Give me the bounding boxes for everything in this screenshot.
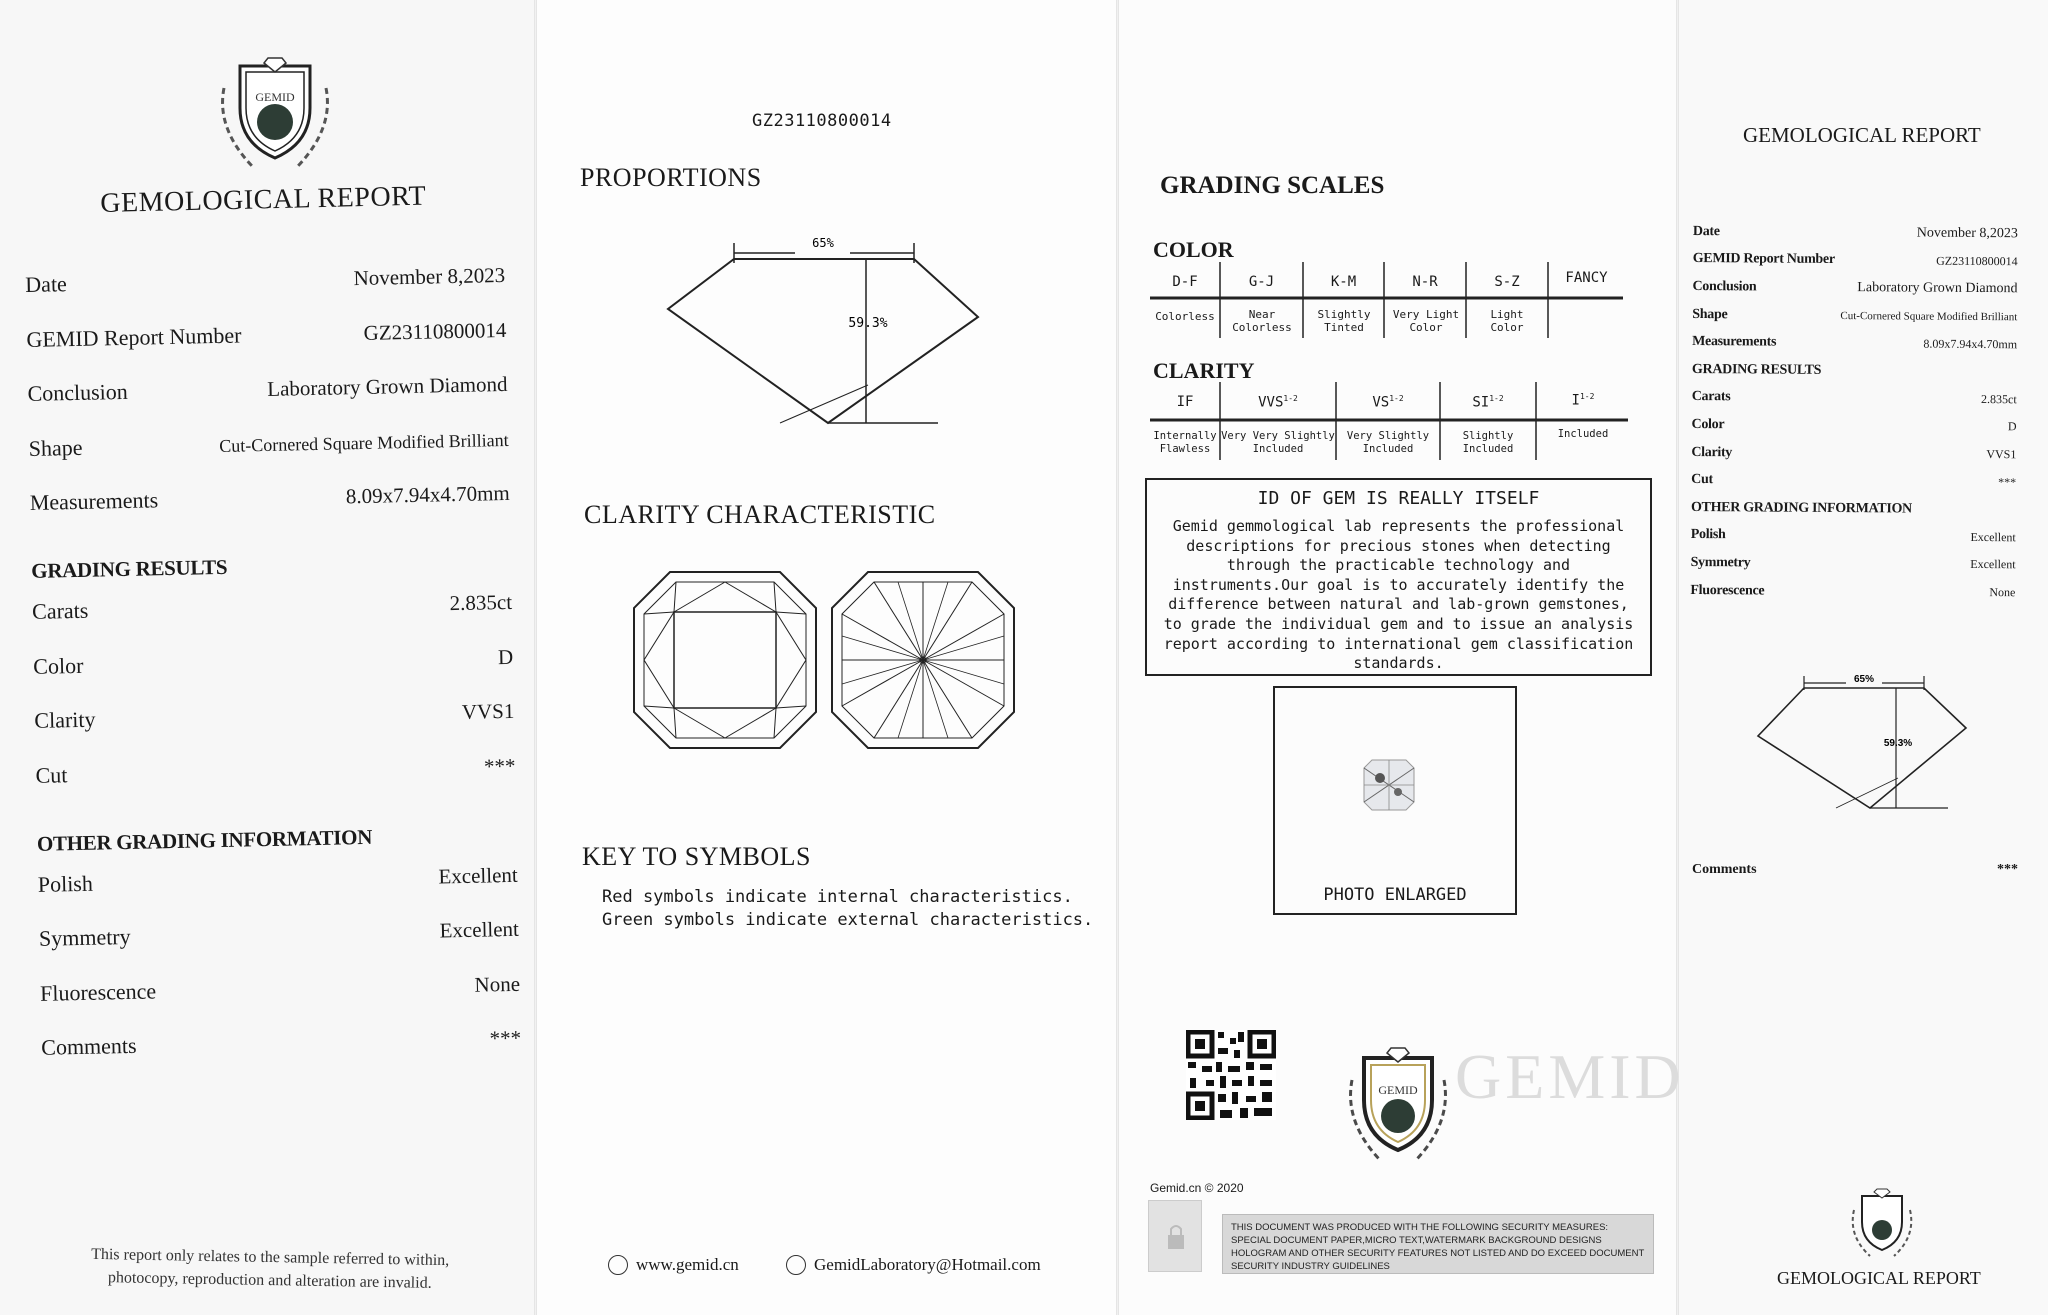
clarity-grade-code: VS$^{1-2}$ bbox=[1372, 394, 1404, 411]
detail-row-fluorescence: Fluorescence None bbox=[39, 971, 521, 1006]
proportions-heading: PROPORTIONS bbox=[580, 163, 762, 192]
key-to-symbols-heading: KEY TO SYMBOLS bbox=[582, 842, 812, 871]
detail-row-shape: Shape Cut-Cornered Square Modified Brilliant bbox=[28, 429, 509, 461]
summary-row-measurements: Measurements 8.09x7.94x4.70mm bbox=[1692, 334, 2018, 351]
report-summary-panel bbox=[1677, 0, 2048, 1315]
color-grade-code: FANCY bbox=[1565, 270, 1608, 286]
summary-details-list bbox=[1690, 218, 2018, 607]
proportions-diagram bbox=[660, 235, 980, 430]
detail-row-conclusion: Conclusion Laboratory Grown Diamond bbox=[27, 371, 508, 406]
detail-row-symmetry: Symmetry Excellent bbox=[38, 916, 520, 951]
report-title: GEMOLOGICAL REPORT bbox=[100, 180, 427, 219]
qr-code-icon[interactable] bbox=[1186, 1030, 1276, 1120]
photo-frame bbox=[1273, 686, 1517, 915]
clarity-grade-desc: Very Very Slightly Included bbox=[1221, 430, 1335, 455]
color-grade-desc: Near Colorless bbox=[1232, 308, 1292, 334]
summary-row-clarity: Clarity VVS1 bbox=[1691, 444, 2017, 462]
summary-grading-results-heading: GRADING RESULTS bbox=[1691, 361, 1822, 378]
svg-text:59.3%: 59.3% bbox=[1883, 738, 1913, 749]
photo-caption: PHOTO ENLARGED bbox=[1323, 885, 1467, 905]
summary-row-fluorescence: Fluorescence None bbox=[1690, 582, 2016, 600]
summary-row-shape: Shape Cut-Cornered Square Modified Brilliant bbox=[1692, 306, 2018, 323]
summary-shield-logo-icon bbox=[1846, 1186, 1918, 1262]
hologram-lock-icon bbox=[1148, 1200, 1202, 1272]
grading-scales-heading: GRADING SCALES bbox=[1160, 172, 1385, 199]
detail-row-report-number: GEMID Report Number GZ23110800014 bbox=[26, 317, 507, 352]
color-grade-code: K-M bbox=[1330, 274, 1357, 290]
detail-row-date: Date November 8,2023 bbox=[25, 262, 506, 297]
clarity-grades bbox=[1150, 388, 1630, 462]
svg-text:59.3%: 59.3% bbox=[848, 316, 888, 331]
svg-text:GEMID: GEMID bbox=[255, 90, 295, 104]
detail-row-clarity: Clarity VVS1 bbox=[34, 698, 515, 733]
color-scale-heading: COLOR bbox=[1153, 237, 1234, 262]
gemid-seal-logo-icon bbox=[1340, 1040, 1456, 1170]
crown-view-diagram bbox=[630, 568, 820, 753]
disclaimer: This report only relates to the sample referred to within, photocopy, reproduction and alteration are invalid. bbox=[91, 1245, 450, 1292]
summary-row-date: Date November 8,2023 bbox=[1692, 223, 2018, 242]
clarity-characteristic-heading: CLARITY CHARACTERISTIC bbox=[584, 500, 936, 529]
color-grade-code: G-J bbox=[1248, 274, 1275, 290]
summary-row-color: Color D bbox=[1691, 416, 2017, 434]
diamond-photo bbox=[1362, 758, 1416, 812]
svg-text:65%: 65% bbox=[1853, 674, 1875, 685]
summary-title: GEMOLOGICAL REPORT bbox=[1743, 123, 1981, 147]
clarity-grade-desc: Internally Flawless bbox=[1153, 430, 1217, 455]
about-statement-box bbox=[1145, 478, 1652, 676]
clarity-grade-code: SI$^{1-2}$ bbox=[1472, 394, 1504, 411]
color-grade-desc: Very Light Color bbox=[1392, 308, 1460, 334]
report-details-list bbox=[25, 262, 522, 1089]
color-grade-desc: Slightly Tinted bbox=[1317, 308, 1371, 334]
summary-row-polish: Polish Excellent bbox=[1690, 527, 2016, 545]
detail-row-cut: Cut *** bbox=[35, 753, 516, 788]
summary-row-comments: Comments *** bbox=[1692, 862, 2018, 877]
color-grade-code: D-F bbox=[1172, 274, 1198, 290]
about-statement-title: ID OF GEM IS REALLY ITSELF bbox=[1257, 488, 1540, 509]
summary-row-cut: Cut *** bbox=[1691, 472, 2017, 489]
clarity-grade-code: VVS$^{1-2}$ bbox=[1258, 394, 1298, 411]
summary-proportions-diagram bbox=[1754, 670, 1974, 812]
grading-results-heading: GRADING RESULTS bbox=[31, 555, 228, 584]
clarity-grade-desc: Included bbox=[1557, 428, 1609, 440]
summary-row-carats: Carats 2.835ct bbox=[1691, 389, 2017, 407]
summary-row-symmetry: Symmetry Excellent bbox=[1690, 554, 2016, 572]
report-number-header: GZ23110800014 bbox=[752, 111, 892, 131]
key-to-symbols-text: Red symbols indicate internal characteristics. Green symbols indicate external characteristics. bbox=[602, 887, 1094, 930]
color-grade-desc: Colorless bbox=[1155, 310, 1215, 323]
color-grade-code: N-R bbox=[1412, 274, 1438, 290]
fold-line bbox=[1676, 0, 1679, 1315]
proportions-panel bbox=[535, 0, 1117, 1315]
clarity-scale-heading: CLARITY bbox=[1153, 358, 1255, 383]
fold-line bbox=[534, 0, 537, 1315]
svg-text:65%: 65% bbox=[812, 236, 834, 250]
summary-row-report-number: GEMID Report Number GZ23110800014 bbox=[1692, 251, 2018, 269]
other-grading-heading: OTHER GRADING INFORMATION bbox=[36, 824, 373, 856]
pavilion-view-diagram bbox=[828, 568, 1018, 753]
summary-row-conclusion: Conclusion Laboratory Grown Diamond bbox=[1692, 278, 2018, 297]
detail-row-comments: Comments *** bbox=[40, 1025, 522, 1060]
mail-icon bbox=[786, 1255, 806, 1275]
about-statement-body: Gemid gemmological lab represents the professional descriptions for precious stones when detecting through the practicable technology and instruments.Our goal is to accurately identify the difference between natural and lab-grown gemstones, to grade the individual gem and to issue an analysis report according to international gem classification standards. bbox=[1163, 517, 1634, 673]
summary-other-grading-heading: OTHER GRADING INFORMATION bbox=[1690, 499, 1912, 517]
detail-row-polish: Polish Excellent bbox=[37, 862, 518, 897]
color-grade-code: S-Z bbox=[1494, 274, 1520, 290]
email-link[interactable]: GemidLaboratory@Hotmail.com bbox=[786, 1255, 1041, 1275]
detail-row-color: Color D bbox=[32, 644, 514, 679]
color-grade-desc: Light Color bbox=[1490, 308, 1524, 334]
copyright: Gemid.cn © 2020 bbox=[1150, 1181, 1244, 1195]
clarity-grade-code: $I^{1-2}$ bbox=[1571, 392, 1595, 409]
watermark-text: GEMID bbox=[1455, 1041, 1685, 1112]
clarity-grade-desc: Slightly Included bbox=[1462, 430, 1514, 455]
globe-icon bbox=[608, 1255, 628, 1275]
svg-text:GEMID: GEMID bbox=[1378, 1083, 1418, 1097]
color-grades bbox=[1150, 270, 1625, 342]
gemid-shield-logo-icon bbox=[210, 48, 340, 176]
clarity-grade-desc: Very Slightly Included bbox=[1346, 430, 1430, 455]
summary-bottom-title: GEMOLOGICAL REPORT bbox=[1777, 1268, 1981, 1288]
fold-line bbox=[1116, 0, 1119, 1315]
detail-row-carats: Carats 2.835ct bbox=[31, 589, 513, 624]
security-notice: THIS DOCUMENT WAS PRODUCED WITH THE FOLLOWING SECURITY MEASURES: SPECIAL DOCUMENT PAPER,MICRO TEXT,WATERMARK BACKGROUND DESIGNS HOLOGRAM AND OTHER SECURITY FEATURES NOT LISTED AND DO EXCEED DOCUMENT SECURITY INDUSTRY GUIDELINES bbox=[1222, 1214, 1654, 1274]
clarity-grade-code: IF bbox=[1176, 394, 1194, 410]
website-link[interactable]: www.gemid.cn bbox=[608, 1255, 739, 1275]
detail-row-measurements: Measurements 8.09x7.94x4.70mm bbox=[29, 480, 510, 515]
